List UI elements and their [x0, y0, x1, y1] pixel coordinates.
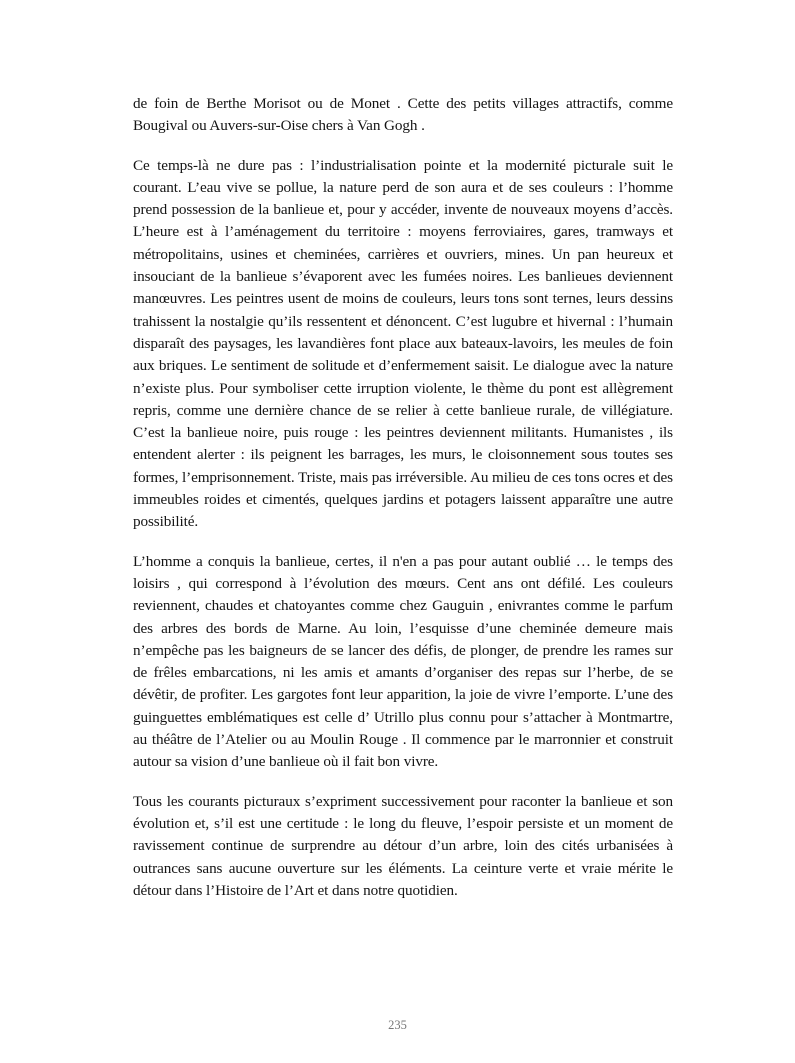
page-body — [133, 93, 673, 919]
paragraph-3: L’homme a conquis la banlieue, certes, il n'en a pas pour autant oublié … le temps des loisirs , qui correspond à l’évolution des mœurs. Cent ans ont défilé. Les couleurs reviennent, chaudes et chatoyantes comme chez Gauguin , enivrantes comme le parfum des arbres des bords de Marne. Au loin, l’esquisse d’une cheminée demeure mais n’empêche pas les baigneurs de se lancer des défis, de plonger, de prendre les rames sur de frêles embarcations, ni les amis et amants d’organiser des repas sur l’herbe, de se dévêtir, de profiter. Les gargotes font leur apparition, la joie de vivre l’emporte. L’une des guinguettes emblématiques est celle d’ Utrillo plus connu pour s’attacher à Montmartre, au théâtre de l’Atelier ou au Moulin Rouge . Il commence par le marronnier et construit autour sa vision d’une banlieue où il fait bon vivre. — [133, 552, 673, 771]
paragraph-1: de foin de Berthe Morisot ou de Monet . Cette des petits villages attractifs, comme Bougival ou Auvers-sur-Oise chers à Van Gogh . — [133, 95, 673, 135]
page-number: 235 — [388, 1018, 407, 1032]
paragraph-4: Tous les courants picturaux s’expriment successivement pour raconter la banlieue et son évolution et, s’il est une certitude : le long du fleuve, l’espoir persiste et un moment de ravissement continue de surprendre au détour d’un arbre, loin des cités urbanisées à outrances sans aucune ouverture sur les éléments. La ceinture verte et vraie mérite le détour dans l’Histoire de l’Art et dans notre quotidien. — [133, 792, 673, 899]
paragraph-2: Ce temps-là ne dure pas : l’industrialisation pointe et la modernité picturale suit le courant. L’eau vive se pollue, la nature perd de son aura et de ses couleurs : l’homme prend possession de la banlieue et, pour y accéder, invente de nouveaux moyens d’accès. L’heure est à l’aménagement du territoire : moyens ferroviaires, gares, tramways et métropolitains, usines et cheminées, carrières et ouvriers, mines. Un pan heureux et insouciant de la banlieue s’évaporent avec les fumées noires. Les banlieues deviennent manœuvres. Les peintres usent de moins de couleurs, leurs tons sont ternes, leurs dessins trahissent la nostalgie qu’ils ressentent et dénoncent. C’est lugubre et hivernal : l’humain disparaît des paysages, les lavandières font place aux bateaux-lavoirs, les meules de foin aux briques. Le sentiment de solitude et d’enfermement saisit. Le dialogue avec la nature n’existe plus. Pour symboliser cette irruption violente, le thème du pont est allègrement repris, comme une dernière chance de se relier à cette banlieue rurale, de villégiature. C’est la banlieue noire, puis rouge : les peintres deviennent militants. Humanistes , ils entendent alerter : ils peignent les barrages, les murs, le cloisonnement sous toutes ses formes, l’emprisonnement. Triste, mais pas irréversible. Au milieu de ces tons ocres et des immeubles roides et cimentés, quelques jardins et potagers laissent apparaître une autre possibilité. — [133, 156, 673, 531]
